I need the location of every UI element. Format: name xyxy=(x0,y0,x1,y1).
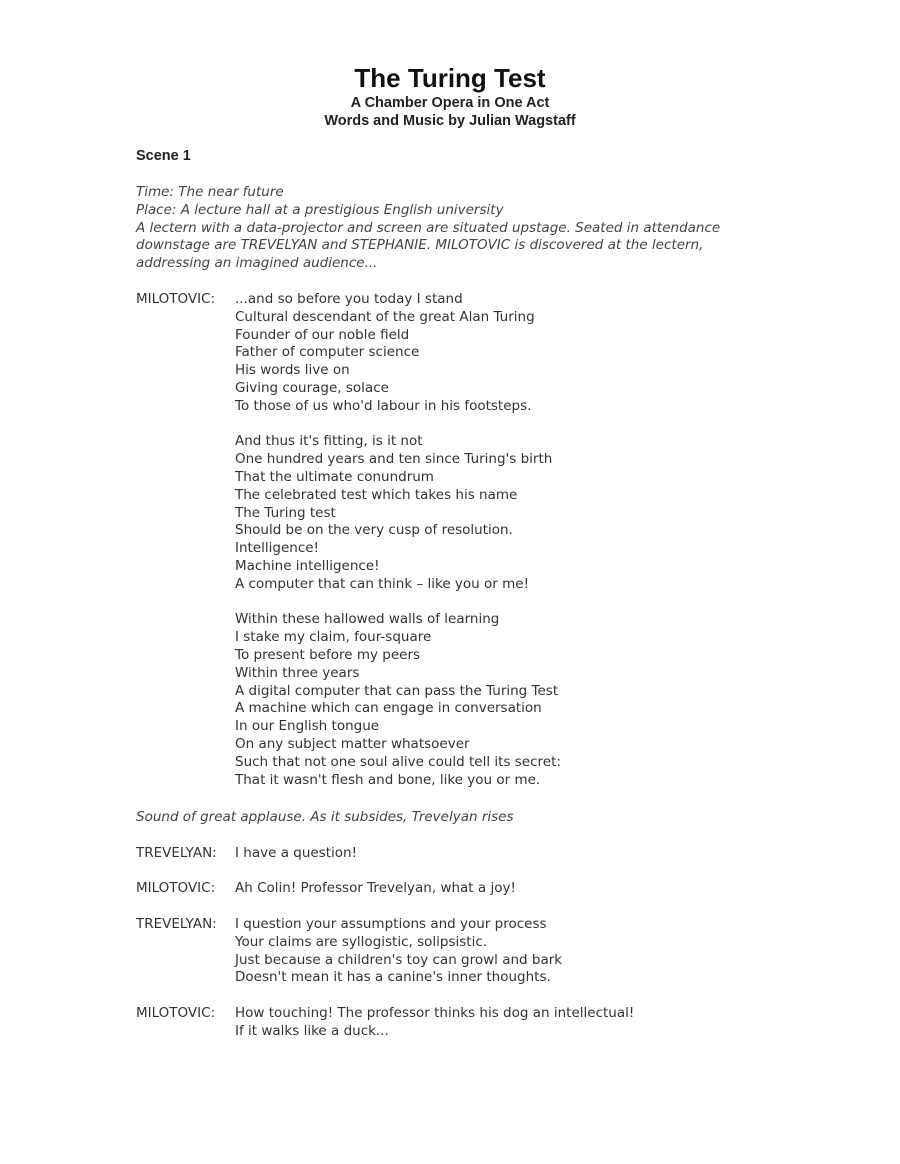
verse-line: Just because a children's toy can growl and bark xyxy=(235,951,563,968)
verse-line: Founder of our noble field xyxy=(235,326,410,343)
speech-lines xyxy=(235,845,357,863)
verse-line: To those of us who'd labour in his footsteps. xyxy=(235,397,532,414)
verse-line: In our English tongue xyxy=(235,718,380,735)
verse-line: One hundred years and ten since Turing's birth xyxy=(235,451,553,468)
page-subtitle: A Chamber Opera in One Act xyxy=(350,95,550,111)
scene-heading: Scene 1 xyxy=(136,148,191,164)
verse-line: ...and so before you today I stand xyxy=(235,291,463,307)
verse-line: That it wasn't flesh and bone, like you or me. xyxy=(235,771,541,788)
opening-stage-direction xyxy=(136,183,756,272)
stage-direction-line: Time: The near future xyxy=(136,184,284,200)
verse-line: Cultural descendant of the great Alan Turing xyxy=(235,308,535,325)
verse-line: Should be on the very cusp of resolution. xyxy=(235,522,513,539)
verse-line: Father of computer science xyxy=(235,344,420,361)
speaker-name: TREVELYAN: xyxy=(136,916,217,932)
author-credit: Words and Music by Julian Wagstaff xyxy=(324,113,576,129)
stanza-gap xyxy=(235,594,561,612)
verse-line: Such that not one soul alive could tell its secret: xyxy=(235,753,561,770)
verse-line: I question your assumptions and your process xyxy=(235,916,547,932)
stage-direction-line: addressing an imagined audience... xyxy=(136,255,378,272)
verse-line: I stake my claim, four-square xyxy=(235,629,432,646)
speech-lines xyxy=(235,916,562,987)
verse-line: And thus it's fitting, is it not xyxy=(235,433,423,450)
speaker-name: TREVELYAN: xyxy=(136,845,217,861)
verse-line: Doesn't mean it has a canine's inner thoughts. xyxy=(235,969,551,986)
page-title: The Turing Test xyxy=(354,63,546,93)
verse-line: Intelligence! xyxy=(235,540,319,557)
verse-line: His words live on xyxy=(235,362,350,379)
verse-line: A digital computer that can pass the Turing Test xyxy=(235,682,559,699)
verse-line: Within these hallowed walls of learning xyxy=(235,611,500,628)
verse-line: Ah Colin! Professor Trevelyan, what a joy! xyxy=(235,880,516,896)
verse-line: A machine which can engage in conversation xyxy=(235,700,542,717)
speech-lines xyxy=(235,880,516,898)
stage-direction-line: A lectern with a data-projector and screen are situated upstage. Seated in attendance xyxy=(136,219,721,236)
verse-line: That the ultimate conundrum xyxy=(235,468,434,485)
verse-line: On any subject matter whatsoever xyxy=(235,735,470,752)
stage-direction-line: Place: A lecture hall at a prestigious English university xyxy=(136,201,504,218)
verse-line: How touching! The professor thinks his dog an intellectual! xyxy=(235,1005,635,1021)
stage-direction-line: Sound of great applause. As it subsides, Trevelyan rises xyxy=(136,809,514,825)
stanza-gap xyxy=(235,416,561,434)
verse-line: I have a question! xyxy=(235,845,357,861)
speech-lines xyxy=(235,1005,634,1041)
verse-line: Giving courage, solace xyxy=(235,379,389,396)
speech-lines xyxy=(235,291,561,789)
applause-stage-direction xyxy=(136,808,756,826)
speaker-name: MILOTOVIC: xyxy=(136,1005,216,1021)
speaker-name: MILOTOVIC: xyxy=(136,880,216,896)
verse-line: Within three years xyxy=(235,664,360,681)
stage-direction-line: downstage are TREVELYAN and STEPHANIE. MILOTOVIC is discovered at the lectern, xyxy=(136,237,704,254)
verse-line: The celebrated test which takes his name xyxy=(235,486,518,503)
verse-line: The Turing test xyxy=(235,504,336,521)
verse-line: Machine intelligence! xyxy=(235,557,380,574)
verse-line: To present before my peers xyxy=(235,646,421,663)
verse-line: A computer that can think – like you or me! xyxy=(235,575,529,592)
verse-line: If it walks like a duck... xyxy=(235,1022,389,1039)
speaker-name: MILOTOVIC: xyxy=(136,291,216,307)
verse-line: Your claims are syllogistic, solipsistic. xyxy=(235,933,488,950)
